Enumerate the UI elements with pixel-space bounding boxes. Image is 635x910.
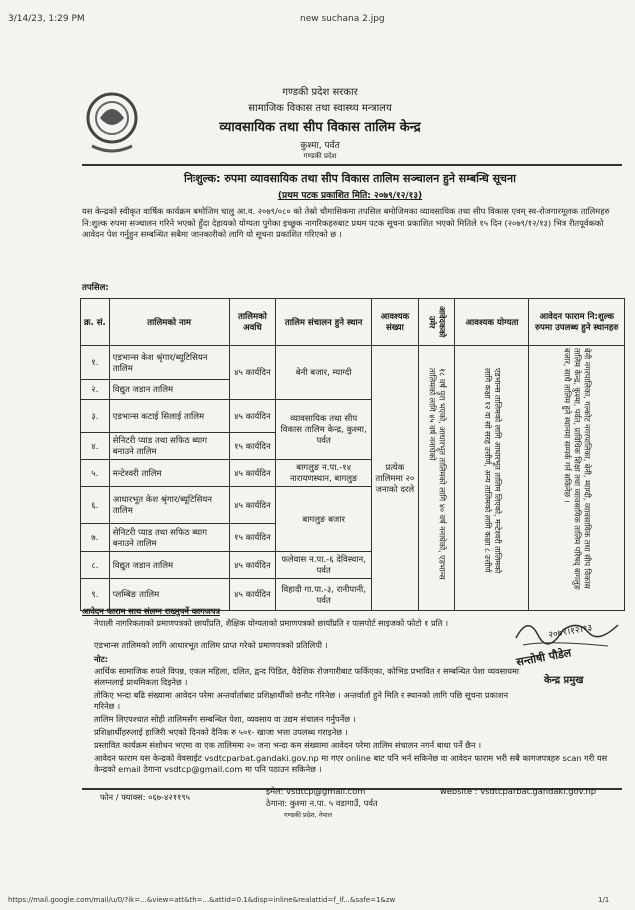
signature-stamp (508, 610, 628, 700)
note-item-6: आवेदन फाराम यस केन्द्रको वेवसाईट vsdtcparbat.gandaki.gov.np मा गएर online बाट पनि भर्न सकिनेछ वा आवेदन फाराम भरी सबै कागजपत्रहरु scan गरी यस केन्द्रको email ठेगाना vsdtcp@gmail.com मा पनि पठाउन सकिनेछ । (94, 753, 608, 774)
row-sn: ४. (81, 433, 110, 460)
row-duration: १५ कार्यदिन (229, 433, 276, 460)
row-name: विद्युत जडान तालिम (109, 552, 229, 579)
print-timestamp: 3/14/23, 1:29 PM (8, 14, 85, 24)
row-sn: ३. (81, 400, 110, 433)
row-place: बागलुङ बजार (276, 487, 372, 552)
row-name: आधारभूत केश श्रृंगार/ब्यूटिसियन तालिम (109, 487, 229, 524)
row-place: फलेवास न.पा.-६ देविस्थान, पर्वत (276, 552, 372, 579)
row-place: बेनी बजार, म्याग्दी (276, 346, 372, 400)
row-place: बागलुङ न.पा.-१४ नारायणस्थान, बागलुङ (276, 460, 372, 487)
row-duration: ४५ कार्यदिन (229, 400, 276, 433)
print-footer-url: https://mail.google.com/mail/u/0/?ik=...&view=att&th=...&attid=0.1&disp=inline&realattid=f_lf...&safe=1&zw (8, 896, 396, 904)
tapasil-label: तपसिल: (82, 283, 109, 293)
letterhead-divider (82, 164, 622, 166)
row-sn: ६. (81, 487, 110, 524)
row-sn: १. (81, 346, 110, 380)
notice-subtitle: (प्रथम पटक प्रकाशित मिति: २०७९/१२/१३) (277, 191, 423, 201)
letterhead-line5: गण्डकी प्रदेश (303, 152, 337, 160)
col-form-places: आवेदन फाराम नि:शुल्क रुपमा उपलब्ध हुने स्थानहरु (529, 299, 625, 346)
col-sn: क्र. सं. (81, 299, 110, 346)
letterhead-line3: व्यावसायिक तथा सीप विकास तालिम केन्द्र (219, 120, 421, 135)
print-page-count: 1/1 (598, 896, 610, 904)
attachment-item-1: नेपाली नागरिकताको प्रमाणपत्रको छायाँप्रति, शैक्षिक योग्यताको प्रमाणपत्रको छायाँप्रति र पासपोर्ट साइजको फोटो १ प्रति । (94, 618, 449, 628)
government-emblem-icon (82, 88, 142, 158)
row-duration: १५ कार्यदिन (229, 524, 276, 552)
table-row (81, 346, 625, 380)
letterhead-line1: गण्डकी प्रदेश सरकार (282, 87, 358, 98)
footer-address2: गण्डकी प्रदेश, नेपाल (284, 811, 333, 819)
col-age: आवेदकको उमेर (427, 306, 447, 338)
col-qualification: आवश्यक योग्यता (455, 299, 529, 346)
footer-phone: फोन / फ्याक्स: ०६७-४२११९५ (100, 792, 190, 802)
file-title: new suchana 2.jpg (300, 14, 385, 24)
notice-body: यस केन्द्रको स्वीकृत वार्षिक कार्यक्रम बमोजिम चालु आ.व. २०७९/०८० को तेस्रो चौमासिकमा तपसिल बमोजिमका व्यावसायिक तथा सीप विकास एवम् स्व-रोजगारमूलक तालिमहरु नि:शुल्क रुपमा सञ्चालन गरिने भएको हुँदा देहायको योग्यता पुगेका इच्छुक नागरिकहरुबाट प्रथम पटक सूचना प्रकाशित भएको मितिले १५ दिन (२०७९/१२/१३) भित्र रीतपूर्वकको आवेदन पेश गर्नुहुन सम्बन्धित सबैमा जानकारीको लागि यो सूचना प्रकाशित गरिएको छ । (82, 206, 610, 240)
notes-heading: नोट: (94, 654, 109, 664)
note-item-2: तोकिए भन्दा बढि संख्यामा आवेदन परेमा अन्तर्वार्ताबाट प्रशिक्षार्थीको छनौट गरिनेछ । अन्तर्वार्ता हुने मिति र स्थानको लागि पछि सूचना प्रकाशन गरिनेछ । (94, 690, 509, 711)
note-item-5: प्रस्तावित कार्यक्रम संशोधन भएमा वा एक तालिममा २० जना भन्दा कम संख्यामा आवेदन परेमा तालिम संचालन नगर्न बाधा पर्ने छैन । (94, 740, 482, 750)
row-sn: ९. (81, 579, 110, 611)
letterhead-line2: सामाजिक विकास तथा स्वास्थ्य मन्त्रालय (248, 103, 392, 114)
stamp-date: २०७९।१२।१३ (547, 623, 594, 641)
row-duration: ४५ कार्यदिन (229, 346, 276, 400)
form-places-cell: बेनी नगरपालिका, गल्कोट नगरपालिका, बेनी, म्याग्दी, व्यावसायिक तथा सीप विकास तालिम केन्द्र, कुश्मा, पर्वत, प्राविधिक शिक्षा तथा व्यावसायिक तालिम परिषद् बागलुङ बजार, साथै तालिम हुने स्थानमा सम्पर्क गर्न सकिनेछ । (562, 348, 592, 590)
footer-email: इमेल: vsdtcp@gmail.com (266, 786, 366, 796)
quantity-cell: प्रत्येक तालिममा २० जनाको दरले (372, 346, 419, 611)
age-cell: १८ वर्ष पुरा भएको, आधारभूत तालिमको लागि ४० वर्ष ननाघेको, एडभान्स तालिमको लागि ४५ वर्ष ननाघेको (427, 368, 447, 580)
row-name: सेनिटरी प्याड तथा सफिठ ब्याग बनाउने तालिम (109, 433, 229, 460)
row-sn: २. (81, 380, 110, 400)
qualification-cell: एडभान्स तालिमको लागि आधारभूत तालिम लिएको, मन्टेश्वरी तालिमको लागि कक्षा १२ वा सो सरह उत्तीर्ण, अन्य तालिमको लागि कक्षा ८ उत्तीर्ण (482, 368, 502, 574)
col-quantity: आवश्यक संख्या (372, 299, 419, 346)
letterhead-line4: कुश्मा, पर्वत (300, 141, 340, 151)
row-name: सेनिटरी प्याड तथा सफिठ ब्याग बनाउने तालिम (109, 524, 229, 552)
col-name: तालिमको नाम (109, 299, 229, 346)
row-name: प्लम्बिङ तालिम (109, 579, 229, 611)
row-duration: ४५ कार्यदिन (229, 460, 276, 487)
footer-address: ठेगाना: कुश्मा न.पा. ५ वडागाउँ, पर्वत (266, 798, 378, 808)
row-duration: ४५ कार्यदिन (229, 487, 276, 524)
col-place: तालिम संचालन हुने स्थान (276, 299, 372, 346)
row-duration: ४५ कार्यदिन (229, 552, 276, 579)
stamp-role: केन्द्र प्रमुख (544, 675, 584, 686)
row-place: व्यावसायिक तथा सीप विकास तालिम केन्द्र, कुश्मा, पर्वत (276, 400, 372, 460)
row-sn: ७. (81, 524, 110, 552)
row-name: एडभान्स केश श्रृंगार/ब्यूटिसियन तालिम (109, 346, 229, 380)
row-name: मन्टेश्वरी तालिम (109, 460, 229, 487)
note-item-3: तालिम लिएपश्चात सोही तालिमसँग सम्बन्धित पेशा, व्यवसाय वा उद्यम संचालन गर्नुपर्नेछ । (94, 714, 356, 724)
row-sn: ८. (81, 552, 110, 579)
note-item-4: प्रशिक्षार्थीहरुलाई हाजिरी भएको दिनको दैनिक रु ५०१- खाजा भत्ता उपलब्ध गराइनेछ । (94, 727, 348, 737)
note-item-1: आर्थिक सामाजिक रुपले विपन्न, एकल महिला, दलित, द्वन्द पिडित, वैदेशिक रोजगारीबाट फर्किएका, कोभिड प्रभावित र सम्बन्धित पेशा व्यवसायमा संलग्नलाई प्राथमिकता दिइनेछ । (94, 666, 520, 687)
row-duration: ४५ कार्यदिन (229, 579, 276, 611)
footer-website: website : vsdtcparbat.gandaki.gov.np (440, 786, 597, 796)
attachments-heading: आवेदन फाराम साथ संलग्न राख्नुपर्ने कागजपत्र (82, 606, 220, 616)
stamp-name: सन्तोषी पौडेल (515, 646, 573, 669)
notice-title: निःशुल्क: रुपमा व्यावसायिक तथा सीप विकास तालिम सञ्चालन हुने सम्बन्धि सूचना (184, 172, 516, 185)
row-sn: ५. (81, 460, 110, 487)
table-header-row (81, 299, 625, 346)
attachment-item-2: एडभान्स तालिमको लागि आधारभूत तालिम प्राप्त गरेको प्रमाणपत्रको प्रतिलिपी । (94, 640, 328, 650)
row-place: विहादी गा.पा.-३, रानीपानी, पर्वत (276, 579, 372, 611)
row-name: एडभान्स कटाई सिलाई तालिम (109, 400, 229, 433)
training-table (80, 298, 625, 611)
col-duration: तालिमको अवधि (229, 299, 276, 346)
row-name: विद्युत जडान तालिम (109, 380, 229, 400)
